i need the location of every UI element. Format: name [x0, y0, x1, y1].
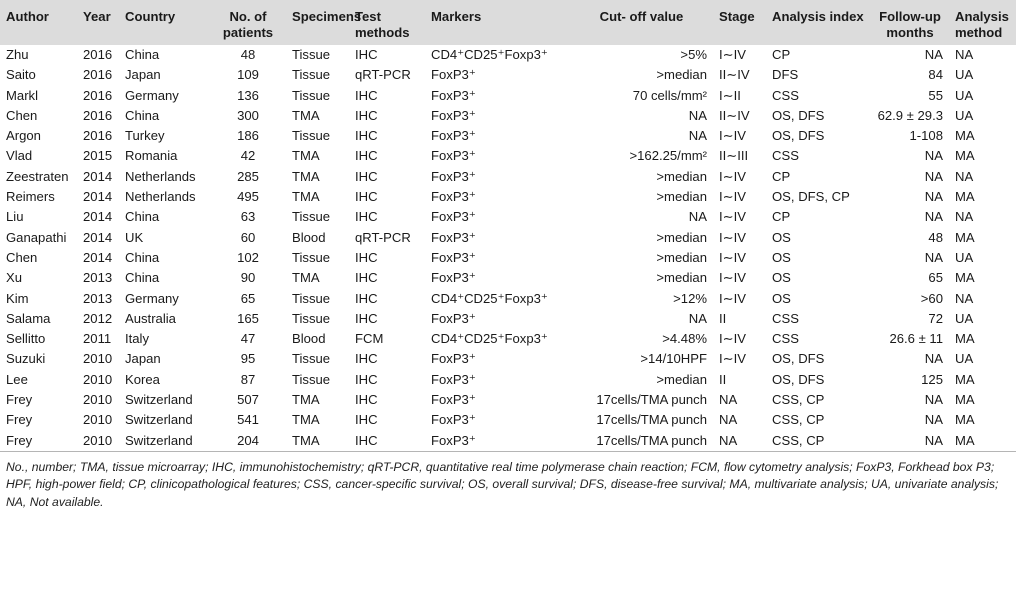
cell-methods: IHC [355, 351, 378, 367]
cell-stage: I∼IV [719, 270, 746, 286]
cell-cutoff: >median [656, 229, 707, 245]
cell-index: CSS [772, 148, 799, 164]
cell-stage: NA [713, 431, 766, 452]
cell-followup: 55 [928, 87, 943, 103]
cell-year: 2010 [83, 371, 113, 387]
cell-cutoff: >median [656, 168, 707, 184]
header-row [0, 0, 1016, 45]
cell-methods: IHC [355, 371, 378, 387]
cell-amethod: NA [955, 209, 974, 225]
cell-methods: IHC [355, 128, 378, 144]
cell-markers: FoxP3⁺ [431, 310, 476, 326]
cell-amethod: UA [955, 249, 974, 265]
cell-patients: 136 [237, 87, 259, 103]
cell-specimens: TMA [292, 270, 320, 286]
cell-cutoff: NA [688, 107, 707, 123]
table-row [0, 86, 1016, 106]
cell-index: OS, DFS, CP [772, 189, 850, 205]
cell-author: Chen [6, 249, 38, 265]
header-test-methods: Test methods [355, 9, 410, 40]
cell-specimens: TMA [292, 148, 320, 164]
cell-index: CP [772, 209, 791, 225]
cell-followup: NA [924, 148, 943, 164]
cell-patients: 102 [237, 249, 259, 265]
cell-index: OS, DFS [772, 107, 825, 123]
cell-methods: IHC [355, 168, 378, 184]
cell-year: 2013 [83, 290, 113, 306]
cell-cutoff: >12% [673, 290, 707, 306]
table-row [0, 207, 1016, 227]
table-row [0, 329, 1016, 349]
cell-specimens: TMA [292, 392, 320, 408]
table-row [0, 390, 1016, 410]
table-row [0, 65, 1016, 85]
cell-followup: 48 [928, 229, 943, 245]
cell-index: CSS, CP [772, 392, 825, 408]
cell-amethod: NA [955, 290, 974, 306]
cell-author: Frey [6, 412, 33, 428]
cell-patients: 42 [240, 148, 256, 164]
cell-patients: 63 [240, 209, 256, 225]
cell-patients: 87 [240, 371, 256, 387]
cell-specimens: TMA [292, 412, 320, 428]
header-country: Country [125, 9, 176, 24]
cell-author: Liu [6, 209, 24, 225]
cell-author: Ganapathi [6, 229, 67, 245]
cell-stage: NA [719, 412, 738, 428]
cell-stage: II∼IV [719, 67, 750, 83]
cell-stage: I∼IV [719, 189, 746, 205]
cell-cutoff: 70 cells/mm² [632, 87, 707, 103]
cell-author: Vlad [6, 148, 33, 164]
cell-methods: IHC [355, 270, 378, 286]
cell-author: Argon [6, 128, 41, 144]
cell-index: CSS [772, 331, 799, 347]
header-specimens: Specimens [292, 9, 362, 24]
cell-specimens: Tissue [292, 67, 331, 83]
cell-country: Turkey [125, 128, 165, 144]
header-patients: No. of patients [222, 9, 274, 40]
cell-amethod: MA [955, 148, 975, 164]
cell-specimens: Tissue [292, 209, 331, 225]
cell-patients: 95 [240, 351, 256, 367]
cell-cutoff: >5% [680, 47, 707, 62]
cell-cutoff: >median [656, 189, 707, 205]
cell-amethod: MA [955, 270, 975, 286]
cell-patients: 60 [240, 229, 256, 245]
table-row [0, 45, 1016, 65]
cell-patients: 300 [237, 107, 259, 123]
table-body [0, 45, 1016, 451]
cell-stage: I∼IV [719, 331, 746, 347]
cell-followup: NA [924, 47, 943, 62]
cell-author: Frey [6, 392, 33, 408]
cell-patients: 90 [240, 270, 256, 286]
cell-amethod: NA [955, 168, 974, 184]
cell-year: 2012 [83, 310, 113, 326]
cell-stage: II∼III [719, 148, 749, 164]
cell-markers: FoxP3⁺ [431, 67, 476, 83]
cell-markers: CD4⁺CD25⁺Foxp3⁺ [431, 331, 548, 347]
cell-methods: IHC [349, 431, 425, 452]
cell-specimens: TMA [292, 168, 320, 184]
cell-cutoff: >median [656, 270, 707, 286]
cell-followup: NA [924, 209, 943, 225]
cell-followup: 65 [928, 270, 943, 286]
cell-markers: FoxP3⁺ [431, 351, 476, 367]
cell-stage: I∼IV [719, 209, 746, 225]
cell-markers: FoxP3⁺ [431, 189, 476, 205]
table-row [0, 167, 1016, 187]
cell-specimens: Tissue [292, 371, 331, 387]
cell-country: Netherlands [125, 189, 196, 205]
cell-patients: 541 [237, 412, 259, 428]
cell-cutoff: >162.25/mm² [629, 148, 707, 164]
cell-country: Korea [125, 371, 160, 387]
cell-cutoff: >14/10HPF [640, 351, 707, 367]
cell-amethod: UA [955, 351, 974, 367]
cell-markers: FoxP3⁺ [431, 392, 476, 408]
cell-author: Zeestraten [6, 168, 69, 184]
cell-index: DFS [772, 67, 799, 83]
table-header [0, 0, 1016, 45]
cell-followup: 1-108 [909, 128, 943, 144]
cell-followup: 62.9 ± 29.3 [877, 107, 943, 123]
table-row [0, 268, 1016, 288]
cell-country: Switzerland [125, 412, 193, 428]
cell-amethod: NA [955, 47, 974, 62]
header-author: Author [6, 9, 49, 24]
cell-cutoff: 17cells/TMA punch [596, 392, 707, 408]
cell-author: Saito [6, 67, 36, 83]
cell-methods: IHC [355, 107, 378, 123]
cell-patients: 48 [240, 47, 256, 62]
cell-cutoff: 17cells/TMA punch [570, 431, 713, 452]
cell-methods: IHC [355, 189, 378, 205]
cell-methods: qRT-PCR [355, 229, 411, 245]
cell-author: Kim [6, 290, 29, 306]
cell-stage: II∼IV [719, 107, 750, 123]
cell-amethod: MA [955, 229, 975, 245]
cell-country: Germany [125, 87, 179, 103]
cell-amethod: MA [955, 331, 975, 347]
cell-country: UK [125, 229, 144, 245]
cell-stage: II [719, 310, 727, 326]
cell-methods: IHC [355, 148, 378, 164]
cell-specimens: Blood [292, 331, 326, 347]
table-row [0, 431, 1016, 452]
cell-methods: IHC [355, 87, 378, 103]
cell-specimens: Tissue [292, 310, 331, 326]
cell-year: 2016 [83, 47, 113, 62]
header-cutoff: Cut- off value [599, 9, 684, 24]
cell-author: Lee [6, 371, 28, 387]
cell-amethod: MA [955, 128, 975, 144]
table-row [0, 106, 1016, 126]
cell-author: Xu [6, 270, 23, 286]
cell-year: 2016 [83, 107, 113, 123]
cell-markers: FoxP3⁺ [431, 249, 476, 265]
cell-patients: 109 [237, 67, 259, 83]
cell-patients: 285 [237, 168, 259, 184]
cell-index: CSS, CP [766, 431, 871, 452]
cell-year: 2016 [83, 87, 113, 103]
cell-methods: IHC [355, 412, 378, 428]
cell-followup: >60 [920, 290, 943, 306]
cell-cutoff: >median [656, 371, 707, 387]
cell-year: 2010 [83, 351, 113, 367]
cell-followup: NA [924, 412, 943, 428]
cell-year: 2014 [83, 229, 113, 245]
cell-followup: NA [871, 431, 949, 452]
cell-markers: FoxP3⁺ [431, 371, 476, 387]
cell-methods: IHC [355, 392, 378, 408]
cell-markers: FoxP3⁺ [425, 431, 570, 452]
cell-cutoff: >median [656, 249, 707, 265]
cell-patients: 65 [240, 290, 256, 306]
cell-country: Switzerland [125, 392, 193, 408]
table-row [0, 146, 1016, 166]
cell-markers: FoxP3⁺ [431, 107, 476, 123]
header-analysis-method: Analysis method [955, 9, 1009, 40]
cell-stage: I∼IV [719, 47, 746, 62]
cell-followup: NA [924, 189, 943, 205]
cell-specimens: Tissue [292, 249, 331, 265]
cell-amethod: UA [955, 107, 974, 123]
cell-year: 2014 [83, 249, 113, 265]
cell-patients: 507 [237, 392, 259, 408]
cell-stage: I∼IV [719, 168, 746, 184]
cell-patients: 47 [240, 331, 256, 347]
cell-stage: NA [719, 392, 738, 408]
cell-author: Suzuki [6, 351, 46, 367]
table-row [0, 289, 1016, 309]
cell-stage: I∼IV [719, 128, 746, 144]
cell-followup: 84 [928, 67, 943, 83]
cell-stage: I∼II [719, 87, 741, 103]
cell-country: Japan [125, 351, 161, 367]
table-row [0, 349, 1016, 369]
cell-patients: 186 [237, 128, 259, 144]
cell-year: 2015 [83, 148, 113, 164]
cell-followup: NA [924, 392, 943, 408]
cell-country: Germany [125, 290, 179, 306]
cell-index: OS [772, 229, 791, 245]
cell-stage: II [719, 371, 727, 387]
table-row [0, 187, 1016, 207]
cell-index: OS [772, 249, 791, 265]
cell-amethod: UA [955, 67, 974, 83]
header-markers: Markers [431, 9, 482, 24]
cell-country: Switzerland [119, 431, 210, 452]
cell-author: Frey [0, 431, 77, 452]
cell-markers: FoxP3⁺ [431, 209, 476, 225]
cell-followup: NA [924, 168, 943, 184]
table-row [0, 410, 1016, 430]
cell-author: Markl [6, 87, 39, 103]
cell-country: China [125, 209, 160, 225]
cell-year: 2010 [77, 431, 119, 452]
cell-amethod: UA [955, 87, 974, 103]
cell-year: 2014 [83, 168, 113, 184]
cell-author: Zhu [6, 47, 29, 62]
table-footnote: No., number; TMA, tissue microarray; IHC, immunohistochemistry; qRT-PCR, quantitative real time polymerase chain reaction; FCM, flow cytometry analysis; FoxP3, Forkhead box P3; HPF, high-power field; CP, clinicopathological features; CSS, cancer-specific survival; OS, overall survival; DFS, disease-free survival; MA, multivariate analysis; UA, univariate analysis; NA, Not available. [6, 459, 999, 509]
cell-followup: NA [924, 249, 943, 265]
cell-stage: I∼IV [719, 229, 746, 245]
cell-index: CP [772, 168, 791, 184]
cell-author: Reimers [6, 189, 55, 205]
cell-followup: 26.6 ± 11 [889, 331, 943, 347]
cell-index: OS [772, 290, 791, 306]
cell-amethod: MA [949, 431, 1016, 452]
table-row [0, 126, 1016, 146]
cell-markers: FoxP3⁺ [431, 148, 476, 164]
cell-year: 2013 [83, 270, 113, 286]
cell-country: China [125, 107, 160, 123]
cell-stage: I∼IV [719, 249, 746, 265]
cell-author: Chen [6, 107, 38, 123]
cell-year: 2014 [83, 189, 113, 205]
cell-specimens: TMA [292, 189, 320, 205]
table-row [0, 309, 1016, 329]
cell-methods: IHC [355, 47, 378, 62]
cell-cutoff: NA [688, 209, 707, 225]
cell-markers: FoxP3⁺ [431, 128, 476, 144]
cell-author: Sellitto [6, 331, 46, 347]
cell-amethod: MA [955, 189, 975, 205]
cell-index: OS, DFS [772, 128, 825, 144]
cell-specimens: TMA [292, 107, 320, 123]
cell-markers: FoxP3⁺ [431, 270, 476, 286]
cell-year: 2010 [83, 412, 113, 428]
table-row [0, 370, 1016, 390]
cell-followup: 125 [921, 371, 943, 387]
cell-country: Italy [125, 331, 150, 347]
cell-amethod: MA [955, 412, 975, 428]
cell-country: China [125, 270, 160, 286]
cell-specimens: TMA [286, 431, 349, 452]
cell-stage: I∼IV [719, 290, 746, 306]
cell-author: Salama [6, 310, 51, 326]
cell-year: 2011 [83, 331, 112, 347]
cell-markers: CD4⁺CD25⁺Foxp3⁺ [431, 290, 548, 306]
cell-year: 2010 [83, 392, 113, 408]
cell-index: CSS, CP [772, 412, 825, 428]
cell-amethod: MA [955, 371, 975, 387]
cell-index: OS [772, 270, 791, 286]
cell-cutoff: NA [688, 310, 707, 326]
cell-patients: 204 [210, 431, 286, 452]
cell-specimens: Tissue [292, 128, 331, 144]
cell-cutoff: >median [656, 67, 707, 83]
cell-index: OS, DFS [772, 371, 825, 387]
cell-year: 2014 [83, 209, 113, 225]
cell-index: CSS [772, 310, 799, 326]
cell-specimens: Tissue [292, 87, 331, 103]
header-year: Year [83, 9, 111, 24]
cell-country: China [125, 249, 160, 265]
cell-specimens: Tissue [292, 47, 331, 62]
cell-methods: IHC [355, 290, 378, 306]
cell-patients: 495 [237, 189, 259, 205]
table-row [0, 248, 1016, 268]
cell-markers: FoxP3⁺ [431, 168, 476, 184]
cell-amethod: MA [955, 392, 975, 408]
cell-country: China [125, 47, 160, 62]
header-followup: Follow-up months [879, 9, 941, 40]
cell-methods: IHC [355, 249, 378, 265]
cell-country: Australia [125, 310, 176, 326]
cell-methods: IHC [355, 209, 378, 225]
cell-country: Romania [125, 148, 178, 164]
cell-specimens: Tissue [292, 351, 331, 367]
header-stage: Stage [719, 9, 755, 24]
cell-specimens: Blood [292, 229, 326, 245]
cell-methods: FCM [355, 331, 384, 347]
cell-stage: I∼IV [719, 351, 746, 367]
cell-followup: 72 [928, 310, 943, 326]
cell-index: CSS [772, 87, 799, 103]
cell-markers: FoxP3⁺ [431, 412, 476, 428]
cell-cutoff: NA [688, 128, 707, 144]
cell-followup: NA [924, 351, 943, 367]
cell-specimens: Tissue [292, 290, 331, 306]
cell-markers: FoxP3⁺ [431, 229, 476, 245]
cell-index: OS, DFS [772, 351, 825, 367]
cell-markers: CD4⁺CD25⁺Foxp3⁺ [431, 47, 548, 62]
cell-methods: qRT-PCR [355, 67, 411, 83]
cell-markers: FoxP3⁺ [431, 87, 476, 103]
cell-country: Netherlands [125, 168, 196, 184]
cell-index: CP [772, 47, 791, 62]
cell-year: 2016 [83, 128, 113, 144]
cell-methods: IHC [355, 310, 378, 326]
cell-cutoff: >4.48% [662, 331, 707, 347]
cell-country: Japan [125, 67, 161, 83]
cell-amethod: UA [955, 310, 974, 326]
cell-cutoff: 17cells/TMA punch [596, 412, 707, 428]
cell-year: 2016 [83, 67, 113, 83]
header-analysis-index: Analysis index [772, 9, 864, 24]
table-row [0, 228, 1016, 248]
cell-patients: 165 [237, 310, 259, 326]
